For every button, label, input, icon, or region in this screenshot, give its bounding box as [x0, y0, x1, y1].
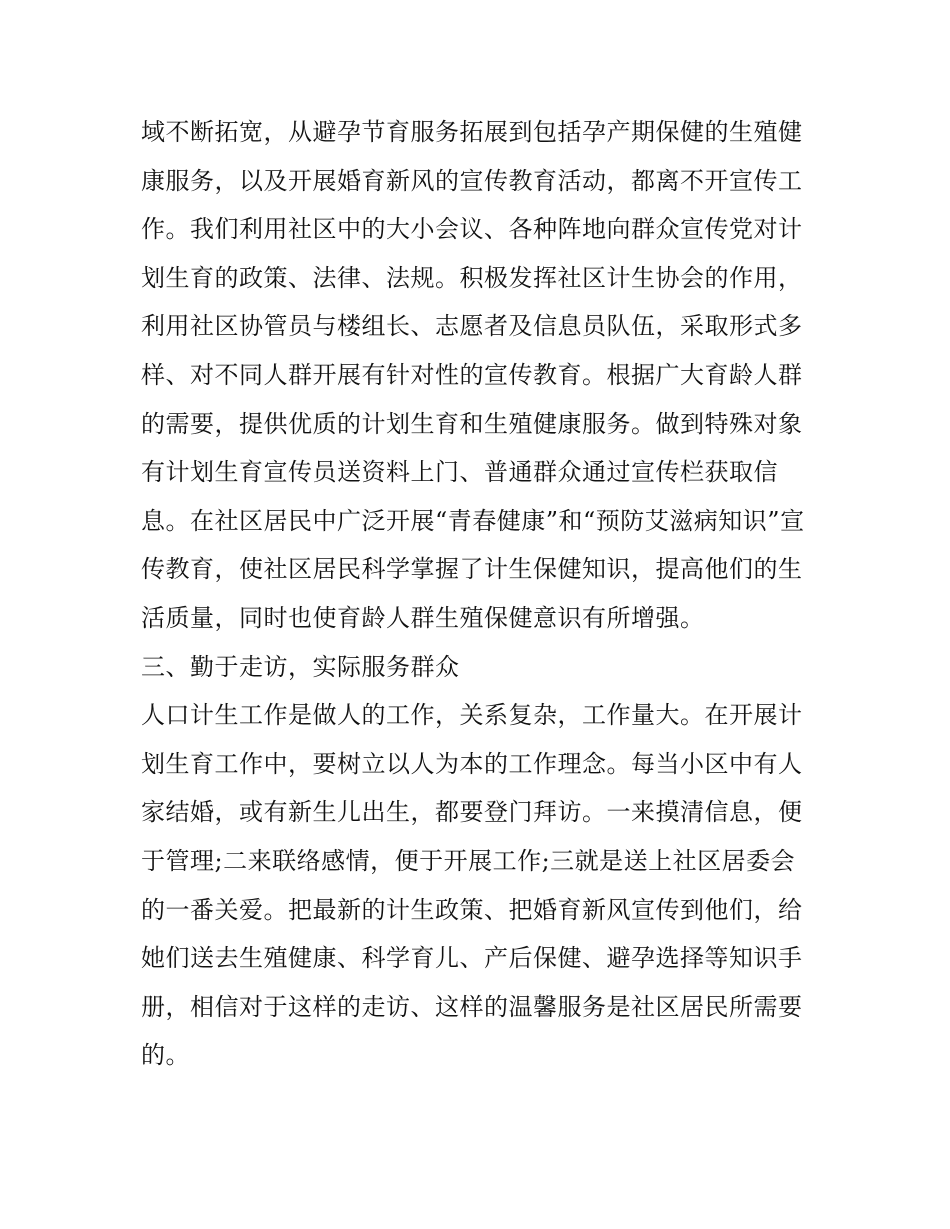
- text-line: 息。在社区居民中广泛开展“青春健康”和“预防艾滋病知识”宣: [141, 506, 805, 535]
- text-line: 的需要，提供优质的计划生育和生殖健康服务。做到特殊对象: [141, 409, 803, 438]
- text-line: 传教育，使社区居民科学掌握了计生保健知识，提高他们的生: [141, 555, 803, 584]
- document-body: [141, 108, 821, 1080]
- section-heading: 三、勤于走访，实际服务群众: [141, 652, 460, 681]
- text-line: 划生育工作中，要树立以人为本的工作理念。每当小区中有人: [141, 749, 803, 778]
- text-line: 样、对不同人群开展有针对性的宣传教育。根据广大育龄人群: [141, 360, 803, 389]
- text-line: 人口计生工作是做人的工作，关系复杂，工作量大。在开展计: [141, 701, 803, 730]
- text-line: 的。: [141, 1041, 190, 1070]
- text-line: 划生育的政策、法律、法规。积极发挥社区计生协会的作用，: [141, 263, 803, 292]
- text-line: 作。我们利用社区中的大小会议、各种阵地向群众宣传党对计: [141, 215, 803, 244]
- text-line: 活质量，同时也使育龄人群生殖保健意识有所增强。: [141, 603, 705, 632]
- text-line: 康服务，以及开展婚育新风的宣传教育活动，都离不开宣传工: [141, 166, 803, 195]
- text-line: 于管理;二来联络感情，便于开展工作;三就是送上社区居委会: [141, 846, 796, 875]
- text-line: 域不断拓宽，从避孕节育服务拓展到包括孕产期保健的生殖健: [141, 118, 803, 146]
- text-line: 她们送去生殖健康、科学育儿、产后保健、避孕选择等知识手: [141, 944, 803, 973]
- text-line: 家结婚，或有新生儿出生，都要登门拜访。一来摸清信息，便: [141, 798, 803, 827]
- text-line: 的一番关爱。把最新的计生政策、把婚育新风宣传到他们，给: [141, 895, 803, 924]
- text-line: 有计划生育宣传员送资料上门、普通群众通过宣传栏获取信: [141, 458, 778, 487]
- text-line: 利用社区协管员与楼组长、志愿者及信息员队伍，采取形式多: [141, 312, 803, 341]
- text-line: 册，相信对于这样的走访、这样的温馨服务是社区居民所需要: [141, 992, 803, 1021]
